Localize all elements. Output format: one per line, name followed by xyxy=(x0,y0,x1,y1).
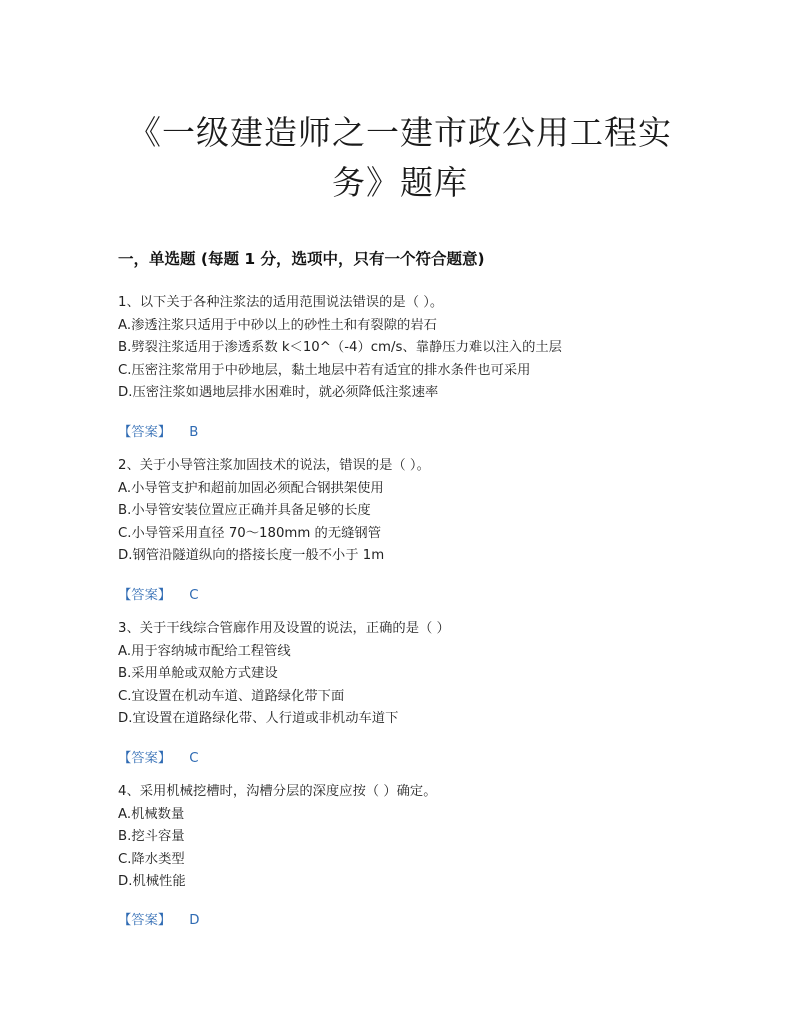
question-stem: 1、以下关于各种注浆法的适用范围说法错误的是（ ）。 xyxy=(118,295,444,310)
option-a: A.渗透注浆只适用于中砂以上的砂性土和有裂隙的岩石 xyxy=(118,317,437,333)
document-title xyxy=(100,108,700,208)
option-a: A.小导管支护和超前加固必须配合钢拱架使用 xyxy=(118,480,384,496)
option-b: B.小导管安装位置应正确并具备足够的长度 xyxy=(118,503,371,518)
option-b: B.劈裂注浆适用于渗透系数 k＜10^（-4）cm/s、靠静压力难以注入的土层 xyxy=(118,340,562,355)
answer-label: 【答案】 xyxy=(118,588,172,603)
question-4 xyxy=(118,781,718,894)
option-c: C.宜设置在机动车道、道路绿化带下面 xyxy=(118,688,345,704)
option-c: C.降水类型 xyxy=(118,851,185,867)
question-3 xyxy=(118,618,718,731)
question-1 xyxy=(118,292,718,405)
answer-value: C xyxy=(189,751,199,766)
title-line-1: 《一级建造师之一建市政公用工程实 xyxy=(128,113,672,152)
answer-value: D xyxy=(189,913,200,928)
section-heading: 一，单选题 (每题 1 分，选项中，只有一个符合题意) xyxy=(118,250,485,268)
answer-4 xyxy=(118,909,199,928)
title-line-2: 务》题库 xyxy=(332,163,468,202)
option-b: B.挖斗容量 xyxy=(118,829,185,844)
option-d: D.宜设置在道路绿化带、人行道或非机动车道下 xyxy=(118,711,399,726)
question-stem: 3、关于干线综合管廊作用及设置的说法，正确的是（ ） xyxy=(118,621,450,636)
option-d: D.压密注浆如遇地层排水困难时，就必须降低注浆速率 xyxy=(118,385,439,400)
question-2 xyxy=(118,455,718,568)
question-stem: 4、采用机械挖槽时，沟槽分层的深度应按（ ）确定。 xyxy=(118,784,437,799)
question-stem: 2、关于小导管注浆加固技术的说法，错误的是（ ）。 xyxy=(118,458,430,473)
option-c: C.压密注浆常用于中砂地层，黏土地层中若有适宜的排水条件也可采用 xyxy=(118,362,531,378)
answer-2 xyxy=(118,584,198,603)
option-d: D.机械性能 xyxy=(118,874,186,889)
option-c: C.小导管采用直径 70～180mm 的无缝钢管 xyxy=(118,525,382,541)
answer-3 xyxy=(118,747,198,766)
answer-label: 【答案】 xyxy=(118,751,172,766)
option-a: A.用于容纳城市配给工程管线 xyxy=(118,643,291,659)
answer-value: B xyxy=(189,425,199,440)
option-d: D.钢管沿隧道纵向的搭接长度一般不小于 1m xyxy=(118,548,385,563)
option-a: A.机械数量 xyxy=(118,806,185,822)
answer-label: 【答案】 xyxy=(118,913,172,928)
answer-label: 【答案】 xyxy=(118,425,172,440)
answer-1 xyxy=(118,421,198,440)
option-b: B.采用单舱或双舱方式建设 xyxy=(118,666,278,681)
answer-value: C xyxy=(189,588,199,603)
